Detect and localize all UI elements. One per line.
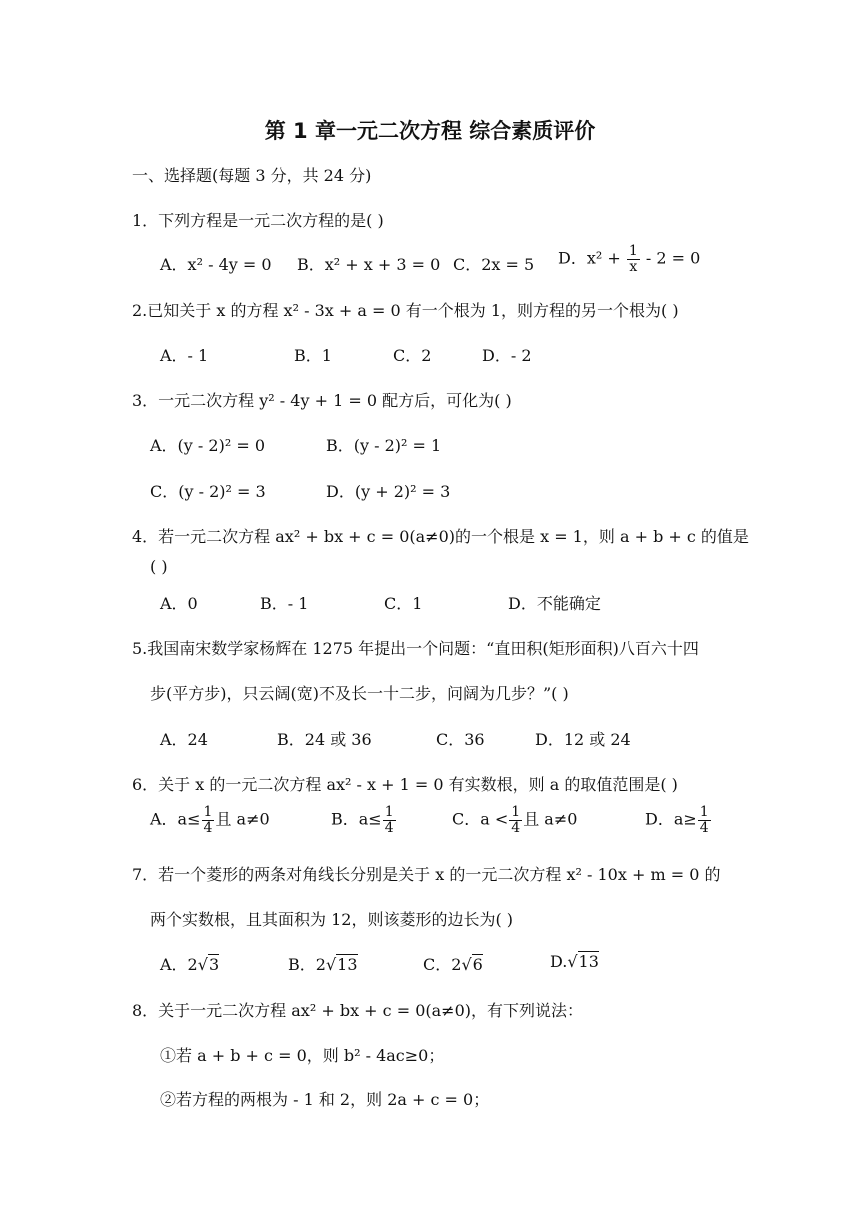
q7-option-b (288, 952, 358, 975)
q6-a-fraction (202, 805, 215, 835)
q4-stem-cont: ( ) (150, 557, 168, 576)
q7-option-d (550, 952, 599, 971)
q6-c-prefix: C．a < (452, 809, 509, 829)
sqrt-icon: √ (197, 955, 208, 974)
q4-option-b: B．- 1 (260, 594, 309, 613)
q1-stem: 1．下列方程是一元二次方程的是( ) (132, 211, 384, 230)
q7-a-radicand: 3 (208, 955, 220, 974)
q1-option-a: A．x² - 4y = 0 (160, 255, 272, 274)
q1-option-b: B．x² + x + 3 = 0 (297, 255, 441, 274)
q2-option-a: A．- 1 (160, 346, 209, 365)
q6-c-denominator: 4 (511, 819, 521, 836)
q4-option-c: C．1 (384, 594, 423, 613)
q6-a-suffix: 且 a≠0 (215, 809, 270, 829)
section-heading: 一、选择题(每题 3 分，共 24 分) (132, 166, 372, 185)
q6-c-numerator: 1 (511, 804, 521, 820)
q1-d-denominator: x (629, 258, 638, 275)
q7-d-prefix: D. (550, 952, 568, 971)
q5-option-c: C．36 (436, 730, 485, 749)
q6-c-fraction (509, 805, 522, 835)
q3-option-c: C．(y - 2)² = 3 (150, 482, 266, 501)
q6-d-prefix: D．a≥ (645, 809, 697, 829)
q7-b-radicand: 13 (337, 955, 358, 974)
q2-option-c: C．2 (393, 346, 432, 365)
q1-option-c: C．2x = 5 (453, 255, 535, 274)
q3-option-b: B．(y - 2)² = 1 (326, 436, 442, 455)
q6-option-d (645, 805, 712, 835)
q7-c-radicand: 6 (472, 955, 483, 974)
q8-statement-1: ①若 a + b + c = 0，则 b² - 4ac≥0； (160, 1046, 445, 1065)
q5-option-b: B．24 或 36 (277, 730, 372, 749)
q4-option-a: A．0 (160, 594, 198, 613)
q6-d-denominator: 4 (699, 819, 709, 836)
q8-statement-2: ②若方程的两根为 - 1 和 2，则 2a + c = 0； (160, 1090, 490, 1109)
q4-stem: 4．若一元二次方程 ax² + bx + c = 0(a≠0)的一个根是 x = 1，则 a + b + c 的值是 (132, 527, 749, 546)
q3-stem: 3．一元二次方程 y² - 4y + 1 = 0 配方后，可化为( ) (132, 391, 512, 410)
sqrt-icon: √ (461, 955, 472, 974)
q7-d-radicand: 13 (578, 952, 599, 971)
q2-option-d: D．- 2 (482, 346, 532, 365)
q7-a-prefix: A．2 (160, 955, 198, 974)
q5-stem-cont: 步(平方步)，只云阔(宽)不及长一十二步，问阔为几步？”( ) (150, 684, 569, 703)
sqrt-icon: √ (325, 955, 337, 974)
q1-d-suffix: - 2 = 0 (645, 248, 701, 268)
q6-stem: 6．关于 x 的一元二次方程 ax² - x + 1 = 0 有实数根，则 a 的取值范围是( ) (132, 775, 678, 794)
q6-option-b (331, 805, 397, 835)
q7-option-a (160, 952, 219, 975)
q1-d-fraction (627, 244, 640, 274)
q2-option-b: B．1 (294, 346, 332, 365)
q7-stem: 7．若一个菱形的两条对角线长分别是关于 x 的一元二次方程 x² - 10x + m = 0 的 (132, 865, 721, 884)
q7-option-c (423, 952, 483, 975)
q6-b-fraction (383, 805, 396, 835)
q4-option-d: D．不能确定 (508, 594, 601, 613)
q3-option-a: A．(y - 2)² = 0 (150, 436, 266, 455)
q6-d-numerator: 1 (699, 804, 709, 820)
q1-d-numerator: 1 (628, 243, 638, 259)
sqrt-icon: √ (567, 952, 578, 971)
q2-stem: 2.已知关于 x 的方程 x² - 3x + a = 0 有一个根为 1，则方程的另一个根为( ) (132, 301, 679, 320)
q6-a-numerator: 1 (203, 804, 213, 820)
q6-b-prefix: B．a≤ (331, 809, 382, 829)
q6-option-c (452, 805, 577, 835)
q6-c-suffix: 且 a≠0 (523, 809, 578, 829)
q6-b-numerator: 1 (384, 804, 394, 820)
q7-c-prefix: C．2 (423, 955, 462, 974)
q6-a-prefix: A．a≤ (150, 809, 201, 829)
q6-b-denominator: 4 (384, 819, 394, 836)
q7-b-prefix: B．2 (288, 955, 326, 974)
q1-option-d (558, 244, 700, 274)
q8-stem: 8．关于一元二次方程 ax² + bx + c = 0(a≠0)，有下列说法： (132, 1001, 583, 1020)
q6-a-denominator: 4 (203, 819, 213, 836)
q1-d-prefix: D．x² + (558, 248, 621, 268)
q3-option-d: D．(y + 2)² = 3 (326, 482, 451, 501)
page-title: 第 1 章一元二次方程 综合素质评价 (264, 119, 596, 143)
q7-stem-cont: 两个实数根，且其面积为 12，则该菱形的边长为( ) (150, 910, 514, 929)
q5-stem: 5.我国南宋数学家杨辉在 1275 年提出一个问题：“直田积(矩形面积)八百六十四 (132, 639, 699, 658)
q6-d-fraction (698, 805, 711, 835)
q5-option-d: D．12 或 24 (535, 730, 631, 749)
q5-option-a: A．24 (160, 730, 208, 749)
q6-option-a (150, 805, 270, 835)
